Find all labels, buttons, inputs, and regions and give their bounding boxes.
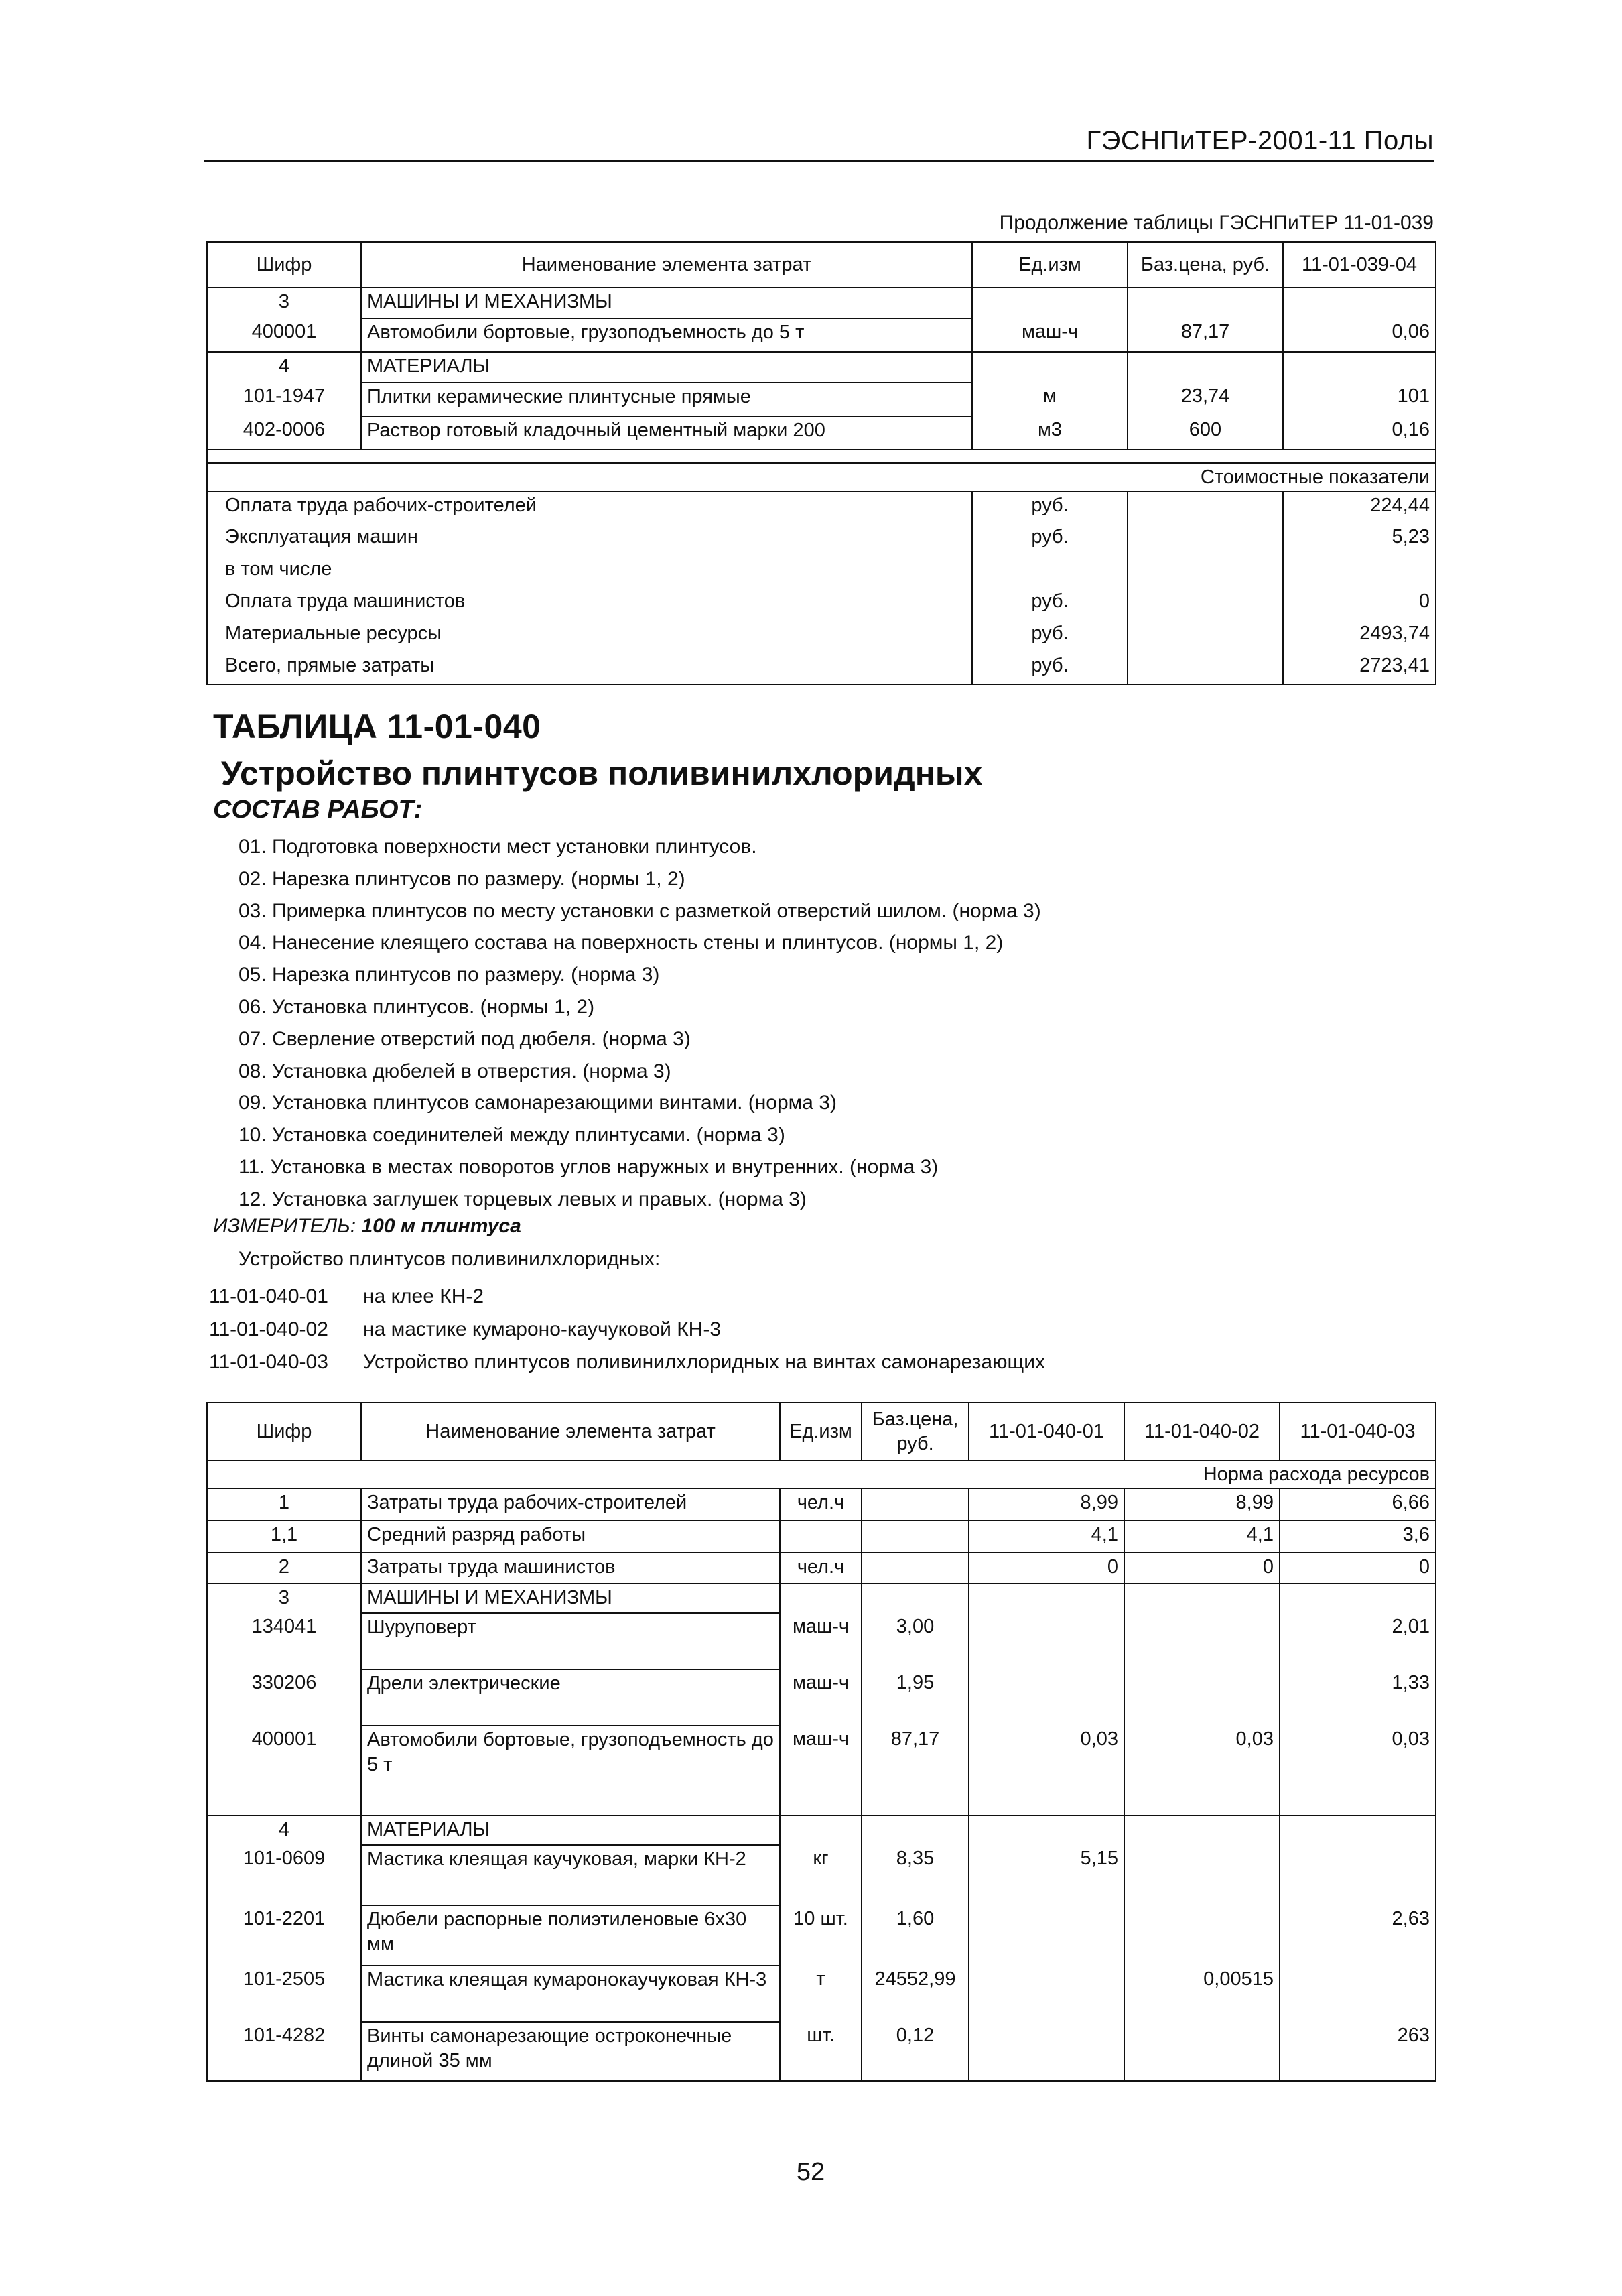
section-row [207,352,1436,383]
resource-value: 0,06 [1283,318,1436,352]
work-item: 05. Нарезка плинтусов по размеру. (норма 3) [239,964,660,986]
section-number: 3 [207,288,361,318]
resource-price: 0,12 [862,2022,969,2081]
section-number: 4 [207,352,361,383]
resource-price: 3,00 [862,1613,969,1669]
table-cell [780,1815,862,1845]
resource-unit: м3 [972,416,1128,450]
resource-name: Затраты труда машинистов [361,1553,780,1584]
section-number: 4 [207,1815,361,1845]
table-cell [1128,288,1283,318]
cost-row [207,491,1436,523]
variant-text: на мастике кумароно-каучуковой КН-3 [363,1318,722,1340]
cost-label: Эксплуатация машин [207,523,972,556]
variant-code: 11-01-040-03 [209,1351,328,1373]
resource-code: 134041 [207,1613,361,1669]
table-cell [1128,652,1283,684]
table-row [207,416,1436,450]
variant-text: на клее КН-2 [363,1285,484,1308]
work-item: 06. Установка плинтусов. (нормы 1, 2) [239,995,595,1018]
resource-value: 101 [1283,383,1436,416]
norm-value-1 [969,1669,1124,1726]
norm-value-2: 0,03 [1124,1726,1280,1815]
section-row [207,1815,1436,1845]
norm-value-2: 0 [1124,1553,1280,1584]
work-item: 07. Сверление отверстий под дюбеля. (норма 3) [239,1027,691,1050]
cost-unit: руб. [972,620,1128,652]
norm-value-3: 1,33 [1280,1669,1436,1726]
resource-table-11-01-040 [206,1402,1436,2082]
cost-unit: руб. [972,652,1128,684]
resource-unit: кг [780,1845,862,1905]
resource-name: Винты самонарезающие остроконечные длиной 35 мм [361,2022,780,2081]
work-item: 02. Нарезка плинтусов по размеру. (нормы 1, 2) [239,867,685,890]
norm-value-1 [969,1966,1124,2022]
column-header: Баз.цена, руб. [862,1403,969,1460]
table-cell [972,288,1128,318]
resource-price: 87,17 [1128,318,1283,352]
norm-value-1: 0,03 [969,1726,1124,1815]
table-row [207,1553,1436,1584]
variant-code: 11-01-040-02 [209,1318,328,1340]
measurer-label: ИЗМЕРИТЕЛЬ: [213,1215,356,1237]
norm-value-2: 0,00515 [1124,1966,1280,2022]
norm-header-row [207,1460,1436,1488]
resource-code: 101-1947 [207,383,361,416]
resource-code: 101-4282 [207,2022,361,2081]
document-header-title: ГЭСНПиТЕР-2001-11 Полы [1086,126,1434,155]
resource-code: 400001 [207,318,361,352]
resource-code: 101-0609 [207,1845,361,1905]
table-row [207,1613,1436,1669]
resource-code: 330206 [207,1669,361,1726]
cost-label: Всего, прямые затраты [207,652,972,684]
table-heading: ТАБЛИЦА 11-01-040 [213,708,541,745]
resource-unit: т [780,1966,862,2022]
norm-value-2 [1124,1905,1280,1966]
table-row [207,1845,1436,1905]
column-header: Шифр [207,242,361,288]
resource-name: Автомобили бортовые, грузоподъемность до 5 т [361,1726,780,1815]
resource-unit: шт. [780,2022,862,2081]
resource-unit: маш-ч [972,318,1128,352]
resource-name: Затраты труда рабочих-строителей [361,1488,780,1521]
variant-item [209,1346,1045,1379]
table-cell [862,1815,969,1845]
cost-unit: руб. [972,588,1128,620]
table-cell [1128,588,1283,620]
table-row [207,1669,1436,1726]
table-row [207,1521,1436,1553]
resource-code: 1 [207,1488,361,1521]
resource-name: Мастика клеящая каучуковая, марки КН-2 [361,1845,780,1905]
work-item: 10. Установка соединителей между плинтусами. (норма 3) [239,1124,785,1147]
section-number: 3 [207,1584,361,1613]
resource-unit: 10 шт. [780,1905,862,1966]
resource-price: 24552,99 [862,1966,969,2022]
resource-code: 2 [207,1553,361,1584]
work-item: 12. Установка заглушек торцевых левых и правых. (норма 3) [239,1188,807,1210]
page-number: 52 [796,2158,825,2186]
norm-value-2 [1124,1613,1280,1669]
norm-value-2 [1124,1845,1280,1905]
table-cell [1128,491,1283,523]
variant-text: Устройство плинтусов поливинилхлоридных на винтах самонарезающих [363,1351,1045,1373]
resource-unit [780,1521,862,1553]
norm-value-2: 4,1 [1124,1521,1280,1553]
cost-label: в том числе [207,556,972,588]
cost-row [207,620,1436,652]
table-row [207,1726,1436,1815]
variant-item [209,1313,1045,1346]
resource-price [862,1521,969,1553]
measurer-line [213,1215,521,1238]
column-header: Наименование элемента затрат [361,1403,780,1460]
section-row [207,1584,1436,1613]
resource-price: 8,35 [862,1845,969,1905]
work-item: 09. Установка плинтусов самонарезающими винтами. (норма 3) [239,1092,837,1114]
resource-unit: чел.ч [780,1553,862,1584]
norm-section-header: Норма расхода ресурсов [207,1460,1436,1488]
norm-value-1: 8,99 [969,1488,1124,1521]
table-row [207,1488,1436,1521]
cost-value: 5,23 [1283,523,1436,556]
header-rule [204,160,1434,162]
column-header: 11-01-039-04 [1283,242,1436,288]
table-row [207,2022,1436,2081]
column-header: 11-01-040-02 [1124,1403,1280,1460]
resource-code: 402-0006 [207,416,361,450]
table-cell [862,1584,969,1613]
variant-code: 11-01-040-01 [209,1285,328,1308]
resource-price: 87,17 [862,1726,969,1815]
resource-unit: маш-ч [780,1726,862,1815]
work-item: 01. Подготовка поверхности мест установки плинтусов. [239,836,757,858]
cost-header-row [207,463,1436,491]
cost-unit: руб. [972,523,1128,556]
resource-code: 400001 [207,1726,361,1815]
resource-name: Дрели электрические [361,1669,780,1726]
cost-row [207,588,1436,620]
norm-value-3: 0 [1280,1553,1436,1584]
cost-unit: руб. [972,491,1128,523]
table-cell [972,352,1128,383]
table-continuation-label: Продолжение таблицы ГЭСНПиТЕР 11-01-039 [999,212,1434,234]
variants-list [209,1280,1045,1379]
resource-name: Раствор готовый кладочный цементный марки 200 [361,416,972,450]
norm-value-3 [1280,1845,1436,1905]
resource-code: 1,1 [207,1521,361,1553]
norm-value-3: 6,66 [1280,1488,1436,1521]
resource-name: Средний разряд работы [361,1521,780,1553]
norm-value-3: 3,6 [1280,1521,1436,1553]
table-cell [780,1584,862,1613]
resource-price [862,1488,969,1521]
resource-value: 0,16 [1283,416,1436,450]
work-item: 04. Нанесение клеящего состава на поверхность стены и плинтусов. (нормы 1, 2) [239,932,1004,954]
resource-price: 1,60 [862,1905,969,1966]
table-cell [1124,1584,1280,1613]
work-item: 08. Установка дюбелей в отверстия. (норма 3) [239,1060,671,1082]
table-cell [969,1815,1124,1845]
norm-value-2 [1124,2022,1280,2081]
norm-value-3: 0,03 [1280,1726,1436,1815]
norm-value-3: 2,63 [1280,1905,1436,1966]
norm-value-1: 0 [969,1553,1124,1584]
table-cell [1124,1815,1280,1845]
column-header: 11-01-040-03 [1280,1403,1436,1460]
cost-value: 224,44 [1283,491,1436,523]
resource-code: 101-2505 [207,1966,361,2022]
table-cell [1280,1815,1436,1845]
section-title: МАШИНЫ И МЕХАНИЗМЫ [361,288,972,318]
norm-value-1: 5,15 [969,1845,1124,1905]
norm-value-1 [969,1905,1124,1966]
section-title: МАТЕРИАЛЫ [361,352,972,383]
table-cell [969,1584,1124,1613]
resource-name: Автомобили бортовые, грузоподъемность до 5 т [361,318,972,352]
table-row [207,318,1436,352]
variant-item [209,1280,1045,1313]
table-row [207,1966,1436,2022]
measurer-value: 100 м плинтуса [361,1215,521,1237]
spacer-row [207,450,1436,463]
norm-value-2: 8,99 [1124,1488,1280,1521]
table-cell [1283,288,1436,318]
cost-unit [972,556,1128,588]
section-row [207,288,1436,318]
norm-value-1: 4,1 [969,1521,1124,1553]
cost-value [1283,556,1436,588]
norm-value-3: 2,01 [1280,1613,1436,1669]
table-cell [1283,352,1436,383]
table-cell [1128,620,1283,652]
resource-name: Мастика клеящая кумаронокаучуковая КН-3 [361,1966,780,2022]
cost-row [207,556,1436,588]
column-header: 11-01-040-01 [969,1403,1124,1460]
column-header: Баз.цена, руб. [1128,242,1283,288]
cost-label: Материальные ресурсы [207,620,972,652]
norm-value-1 [969,2022,1124,2081]
norm-value-3: 263 [1280,2022,1436,2081]
works-title: СОСТАВ РАБОТ: [213,795,423,824]
resource-price: 1,95 [862,1669,969,1726]
variants-intro: Устройство плинтусов поливинилхлоридных: [239,1248,661,1270]
table-cell [1280,1584,1436,1613]
resource-unit: чел.ч [780,1488,862,1521]
table-subtitle: Устройство плинтусов поливинилхлоридных [221,755,983,792]
cost-row [207,652,1436,684]
table-row [207,383,1436,416]
cost-value: 0 [1283,588,1436,620]
table-cell [1128,556,1283,588]
resource-unit: м [972,383,1128,416]
resource-unit: маш-ч [780,1669,862,1726]
resource-name: Плитки керамические плинтусные прямые [361,383,972,416]
norm-value-3 [1280,1966,1436,2022]
cost-section-header: Стоимостные показатели [207,463,1436,491]
resource-unit: маш-ч [780,1613,862,1669]
resource-price: 600 [1128,416,1283,450]
works-list [239,831,1041,1216]
resource-table-11-01-039 [206,241,1436,685]
work-item: 11. Установка в местах поворотов углов наружных и внутренних. (норма 3) [239,1155,939,1178]
cost-row [207,523,1436,556]
table-cell [1128,523,1283,556]
resource-price [862,1553,969,1584]
resource-price: 23,74 [1128,383,1283,416]
section-title: МАТЕРИАЛЫ [361,1815,780,1845]
table-cell [207,450,1436,463]
cost-value: 2493,74 [1283,620,1436,652]
resource-code: 101-2201 [207,1905,361,1966]
column-header: Ед.изм [780,1403,862,1460]
resource-name: Шуруповерт [361,1613,780,1669]
column-header: Шифр [207,1403,361,1460]
column-header: Ед.изм [972,242,1128,288]
table-header-row [207,242,1436,288]
table-cell [1128,352,1283,383]
section-title: МАШИНЫ И МЕХАНИЗМЫ [361,1584,780,1613]
table-header-row [207,1403,1436,1460]
cost-label: Оплата труда машинистов [207,588,972,620]
work-item: 03. Примерка плинтусов по месту установки с разметкой отверстий шилом. (норма 3) [239,899,1041,922]
norm-value-1 [969,1613,1124,1669]
resource-name: Дюбели распорные полиэтиленовые 6х30 мм [361,1905,780,1966]
table-row [207,1905,1436,1966]
norm-value-2 [1124,1669,1280,1726]
column-header: Наименование элемента затрат [361,242,972,288]
cost-value: 2723,41 [1283,652,1436,684]
cost-label: Оплата труда рабочих-строителей [207,491,972,523]
